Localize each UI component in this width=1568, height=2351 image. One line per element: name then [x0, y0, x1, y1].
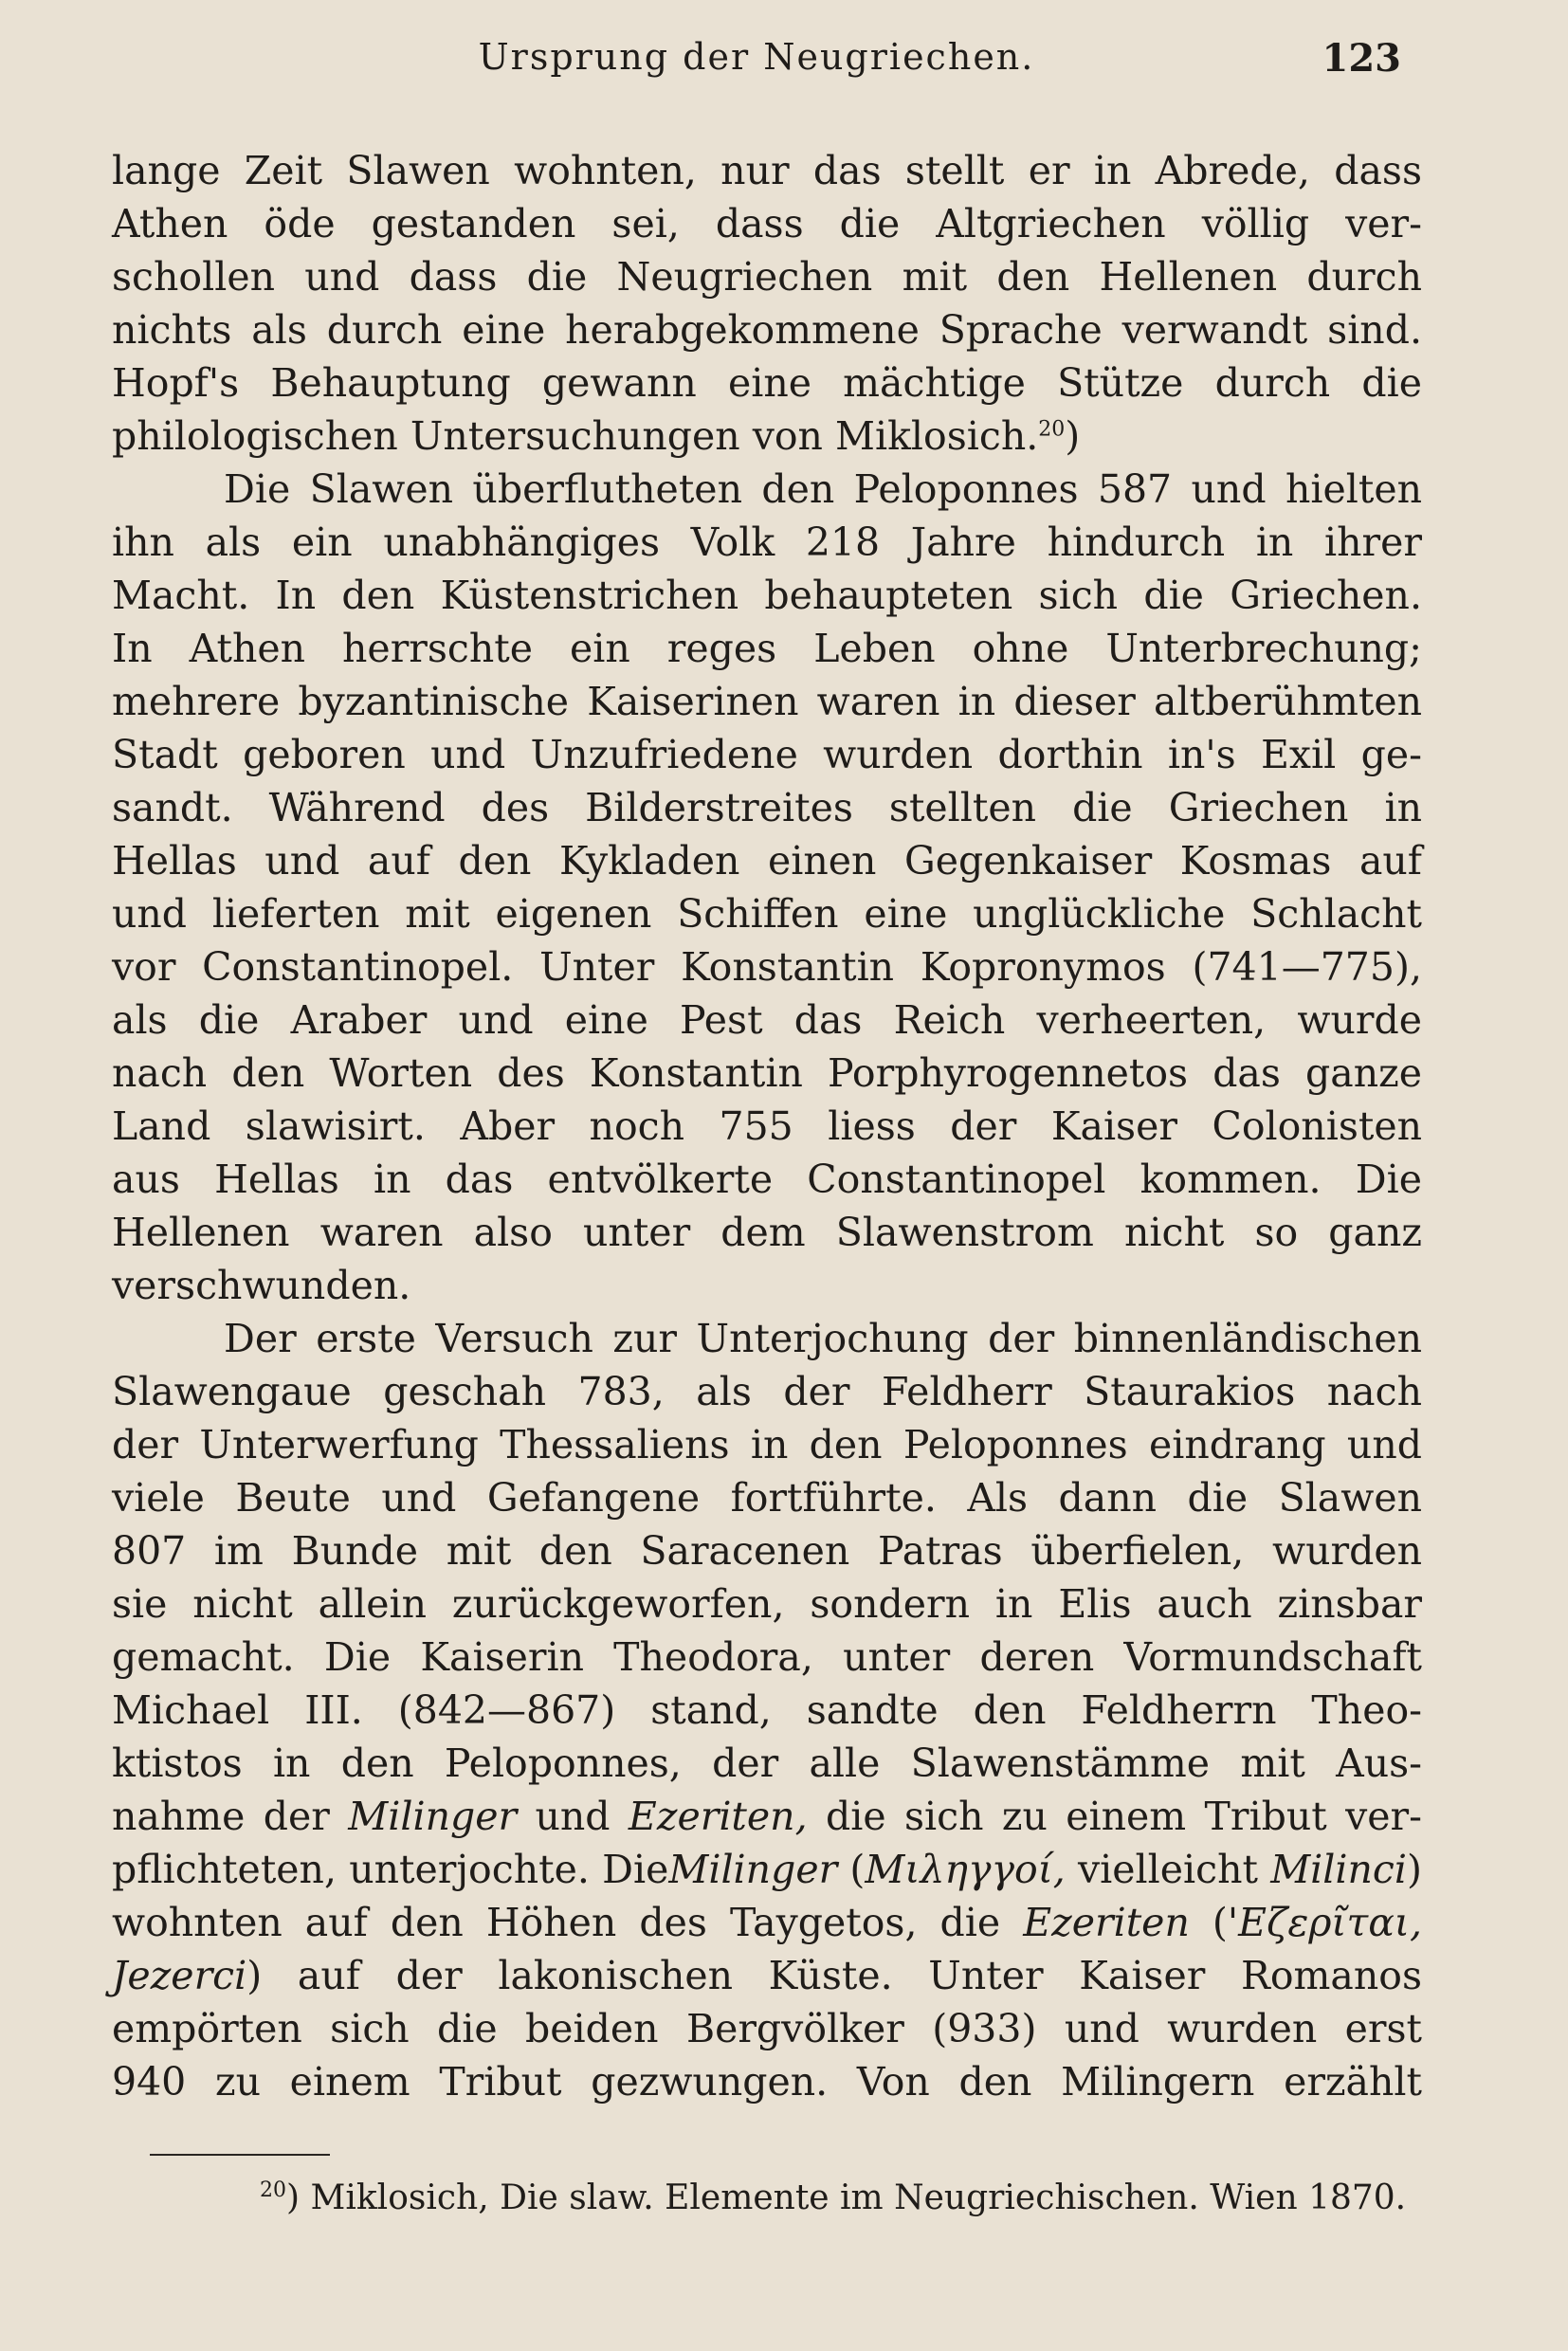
text-line: sandt. Während des Bilderstreites stellten die Griechen in — [112, 785, 1422, 830]
text-line: 940 zu einem Tribut gezwungen. Von den Milingern erzählt — [112, 2059, 1422, 2105]
text-line: vor Constantinopel. Unter Konstantin Kopronymos (741—775), — [112, 944, 1422, 990]
text-line: gemacht. Die Kaiserin Theodora, unter deren Vormundschaft — [112, 1634, 1422, 1680]
text-line: Macht. In den Küstenstrichen behaupteten sich die Griechen. — [112, 573, 1422, 618]
italic-term: Milinger — [668, 1847, 838, 1892]
text-line — [112, 410, 1422, 463]
paragraph-3 — [112, 1312, 1422, 2108]
text-line: als die Araber und eine Pest das Reich verheerten, wurde — [112, 997, 1422, 1043]
running-title: Ursprung der Neugriechen. — [478, 36, 1035, 78]
text-run: ) — [1407, 1847, 1422, 1892]
text-run: nahme der — [112, 1794, 349, 1839]
text-line — [112, 1843, 1422, 1896]
text-line: sie nicht allein zurückgeworfen, sondern in Elis auch zinsbar — [112, 1581, 1422, 1627]
text-run: philologischen Untersuchungen von Miklosich. — [112, 413, 1039, 459]
italic-term: Milinger — [348, 1794, 518, 1839]
text-line: und lieferten mit eigenen Schiffen eine unglückliche Schlacht — [112, 891, 1422, 937]
footnote-number: 20 — [260, 2178, 286, 2202]
text-line: Hellas und auf den Kykladen einen Gegenkaiser Kosmas auf — [112, 838, 1422, 884]
text-line: ihn als ein unabhängiges Volk 218 Jahre hindurch in ihrer — [112, 519, 1422, 565]
text-line: Athen öde gestanden sei, dass die Altgriechen völlig ver- — [112, 201, 1422, 246]
text-line: nach den Worten des Konstantin Porphyrogennetos das ganze — [112, 1050, 1422, 1096]
italic-term: Ezeriten, — [628, 1794, 808, 1839]
footnote — [260, 2177, 1454, 2220]
paragraph-2 — [112, 463, 1422, 1312]
text-line: Die Slawen überflutheten den Peloponnes 587 und hielten — [224, 466, 1422, 512]
italic-greek-term: Μιληγγοί, — [865, 1847, 1066, 1892]
page-number: 123 — [1322, 36, 1401, 81]
italic-term: Jezerci — [112, 1953, 247, 1998]
text-run: ( — [837, 1847, 866, 1892]
text-line: nichts als durch eine herabgekommene Sprache verwandt sind. — [112, 307, 1422, 353]
text-line: empörten sich die beiden Bergvölker (933) und wurden erst — [112, 2006, 1422, 2051]
text-run: pflichteten, unterjochte. Die — [112, 1847, 669, 1892]
running-head — [112, 36, 1401, 87]
text-run: ) auf der lakonischen Küste. Unter Kaiser Romanos — [246, 1953, 1422, 1998]
text-line: 807 im Bunde mit den Saracenen Patras überfielen, wurden — [112, 1528, 1422, 1574]
text-run: vielleicht — [1065, 1847, 1271, 1892]
text-run: ( — [1189, 1900, 1228, 1945]
footnote-divider — [150, 2154, 330, 2156]
text-line: verschwunden. — [112, 1263, 411, 1308]
text-line: mehrere byzantinische Kaiserinen waren in dieser altberühmten — [112, 679, 1422, 724]
text-line: Der erste Versuch zur Unterjochung der binnenländischen — [224, 1316, 1422, 1361]
footnote-text: ) Miklosich, Die slaw. Elemente im Neugriechischen. Wien 1870. — [286, 2178, 1407, 2217]
text-line: schollen und dass die Neugriechen mit den Hellenen durch — [112, 254, 1422, 300]
text-line: Michael III. (842—867) stand, sandte den Feldherrn Theo- — [112, 1687, 1422, 1733]
text-line — [112, 1949, 1422, 2002]
text-line: Land slawisirt. Aber noch 755 liess der Kaiser Colonisten — [112, 1103, 1422, 1149]
text-line: Hellenen waren also unter dem Slawenstrom nicht so ganz — [112, 1210, 1422, 1255]
text-run: und — [517, 1794, 629, 1839]
text-run: die sich zu einem Tribut ver- — [807, 1794, 1422, 1839]
text-line: lange Zeit Slawen wohnten, nur das stellt er in Abrede, dass — [112, 148, 1422, 193]
text-line — [112, 1790, 1422, 1843]
text-line: In Athen herrschte ein reges Leben ohne Unterbrechung; — [112, 626, 1422, 671]
text-line: ktistos in den Peloponnes, der alle Slawenstämme mit Aus- — [112, 1740, 1422, 1786]
text-run: ) — [1065, 413, 1081, 459]
italic-term: Ezeriten — [1023, 1900, 1190, 1945]
text-line: Hopf's Behauptung gewann eine mächtige Stütze durch die — [112, 360, 1422, 406]
body-text — [112, 144, 1422, 2108]
italic-term: Milinci — [1270, 1847, 1407, 1892]
text-line: der Unterwerfung Thessaliens in den Peloponnes eindrang und — [112, 1422, 1422, 1467]
text-line: aus Hellas in das entvölkerte Constantinopel kommen. Die — [112, 1157, 1422, 1202]
text-line: viele Beute und Gefangene fortführte. Als dann die Slawen — [112, 1475, 1422, 1521]
text-line — [112, 1896, 1422, 1949]
text-line: Stadt geboren und Unzufriedene wurden dorthin in's Exil ge- — [112, 732, 1422, 777]
italic-greek-term: 'Εζερῖται, — [1227, 1900, 1422, 1945]
text-run: wohnten auf den Höhen des Taygetos, die — [112, 1900, 1024, 1945]
footnote-marker: 20 — [1038, 417, 1066, 442]
paragraph-1 — [112, 144, 1422, 463]
text-line: Slawengaue geschah 783, als der Feldherr Staurakios nach — [112, 1369, 1422, 1414]
